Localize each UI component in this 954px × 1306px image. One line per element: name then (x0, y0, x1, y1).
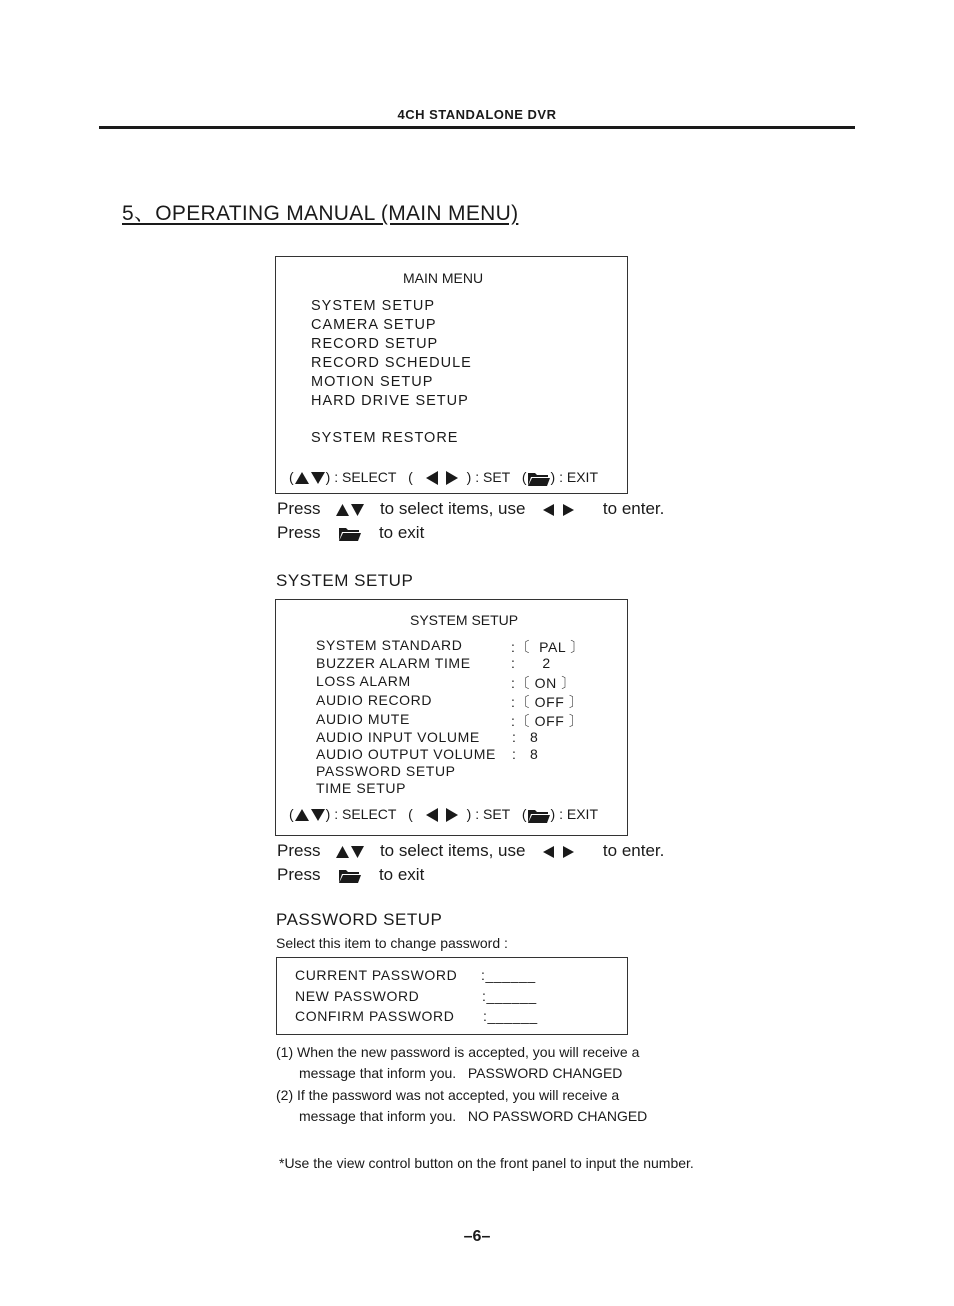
note-1-line-1: (1) When the new password is accepted, you will receive a (276, 1044, 640, 1060)
setting-value[interactable]: :〔 ON 〕 (511, 675, 576, 691)
current-password-field[interactable]: :______ (481, 967, 536, 983)
setting-label[interactable]: SYSTEM STANDARD (316, 637, 463, 653)
menu-item-hard-drive-setup[interactable]: HARD DRIVE SETUP (311, 393, 469, 409)
enter-text: to enter. (602, 499, 665, 518)
up-down-arrows-icon (335, 845, 365, 859)
setting-value[interactable]: : 8 (512, 746, 539, 762)
press-label: Press (277, 523, 321, 542)
setting-label[interactable]: AUDIO MUTE (316, 711, 410, 727)
left-right-arrows-icon (425, 471, 459, 485)
setting-value[interactable]: :〔 PAL 〕 (511, 639, 585, 655)
up-down-arrows-icon (335, 503, 365, 517)
legend-paren: ( (289, 806, 294, 822)
document-header: 4CH STANDALONE DVR (397, 107, 557, 122)
password-setup-heading: PASSWORD SETUP (276, 910, 443, 929)
press-label: Press (277, 841, 321, 860)
instruction-line-1 (277, 499, 664, 519)
menu-item-motion-setup[interactable]: MOTION SETUP (311, 374, 434, 390)
section-title: 5、OPERATING MANUAL (MAIN MENU) (122, 202, 519, 225)
exit-text: to exit (378, 523, 425, 542)
setup-legend (289, 806, 598, 823)
page-number: –6– (463, 1228, 491, 1245)
menu-item-record-schedule[interactable]: RECORD SCHEDULE (311, 355, 472, 371)
setting-label[interactable]: PASSWORD SETUP (316, 763, 456, 779)
footnote: *Use the view control button on the front panel to input the number. (279, 1155, 694, 1171)
legend-paren: ( (521, 806, 527, 822)
press-label: Press (277, 865, 321, 884)
up-down-arrows-icon (294, 471, 326, 485)
folder-icon (338, 868, 362, 884)
password-box (276, 957, 628, 1035)
legend-paren: ( (408, 806, 413, 822)
menu-legend (289, 469, 598, 486)
up-down-arrows-icon (294, 808, 326, 822)
setting-value[interactable]: :〔 OFF 〕 (511, 694, 584, 710)
main-menu-box (275, 256, 628, 494)
folder-icon (338, 526, 362, 542)
setting-value[interactable]: : 8 (512, 729, 539, 745)
left-right-arrows-icon (542, 845, 576, 859)
select-items-text: to select items, use (379, 499, 526, 518)
folder-icon (527, 471, 551, 486)
instruction-line-2 (277, 865, 424, 885)
main-menu-title: MAIN MENU (403, 270, 484, 286)
exit-text: to exit (378, 865, 425, 884)
menu-item-record-setup[interactable]: RECORD SETUP (311, 336, 439, 352)
legend-paren: ( (289, 469, 294, 485)
legend-set: ) : SET (466, 806, 510, 822)
press-label: Press (277, 499, 321, 518)
confirm-password-field[interactable]: :______ (483, 1008, 538, 1024)
setting-label[interactable]: LOSS ALARM (316, 673, 411, 689)
setting-label[interactable]: BUZZER ALARM TIME (316, 655, 471, 671)
left-right-arrows-icon (542, 503, 576, 517)
legend-paren: ( (408, 469, 413, 485)
legend-exit: ) : EXIT (550, 469, 598, 485)
menu-item-camera-setup[interactable]: CAMERA SETUP (311, 317, 437, 333)
new-password-field[interactable]: :______ (482, 988, 537, 1004)
note-1-line-2: message that inform you. PASSWORD CHANGED (299, 1065, 623, 1081)
menu-item-system-restore[interactable]: SYSTEM RESTORE (311, 430, 459, 446)
left-right-arrows-icon (425, 808, 459, 822)
system-setup-title: SYSTEM SETUP (410, 612, 519, 628)
setting-value[interactable]: : 2 (511, 655, 551, 671)
password-label: NEW PASSWORD (295, 988, 420, 1004)
legend-paren: ( (521, 469, 527, 485)
password-label: CONFIRM PASSWORD (295, 1008, 455, 1024)
instruction-line-2 (277, 523, 424, 543)
note-2-line-2: message that inform you. NO PASSWORD CHANGED (299, 1108, 648, 1124)
select-items-text: to select items, use (379, 841, 526, 860)
legend-select: ) : SELECT (325, 469, 397, 485)
header-rule (99, 126, 855, 129)
folder-icon (527, 808, 551, 823)
password-label: CURRENT PASSWORD (295, 967, 458, 983)
setting-label[interactable]: AUDIO INPUT VOLUME (316, 729, 480, 745)
setting-label[interactable]: AUDIO RECORD (316, 692, 433, 708)
legend-exit: ) : EXIT (550, 806, 598, 822)
system-setup-heading: SYSTEM SETUP (276, 571, 414, 590)
setting-label[interactable]: AUDIO OUTPUT VOLUME (316, 746, 496, 762)
enter-text: to enter. (602, 841, 665, 860)
instruction-line-1 (277, 841, 664, 861)
setting-label[interactable]: TIME SETUP (316, 780, 407, 796)
legend-set: ) : SET (466, 469, 510, 485)
menu-item-system-setup[interactable]: SYSTEM SETUP (311, 298, 435, 314)
legend-select: ) : SELECT (325, 806, 397, 822)
system-setup-box (275, 599, 628, 836)
note-2-line-1: (2) If the password was not accepted, you will receive a (276, 1087, 620, 1103)
setting-value[interactable]: :〔 OFF 〕 (511, 713, 584, 729)
password-setup-subtitle: Select this item to change password : (276, 935, 508, 951)
